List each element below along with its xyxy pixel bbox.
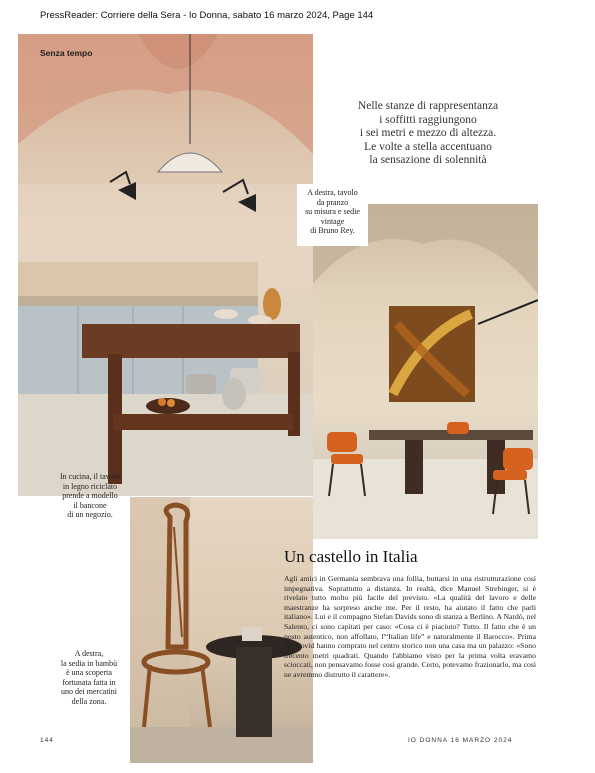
kitchen-photo (18, 34, 313, 496)
caption-line: è una scoperta (66, 668, 112, 677)
caption-line: il bancone (73, 500, 107, 510)
pressreader-header: PressReader: Corriere della Sera - Io Donna, sabato 16 marzo 2024, Page 144 (40, 10, 374, 21)
dining-illustration (313, 204, 538, 539)
pull-quote-line: Le volte a stella accentuano (364, 140, 492, 153)
caption-line: da pranzo (316, 197, 349, 207)
caption-line: uno dei mercatini (61, 687, 117, 696)
chair-caption (52, 649, 126, 706)
caption-line: la sedia in bambù (60, 658, 118, 668)
pull-quote-line: i sei metri e mezzo di altezza. (359, 127, 497, 139)
caption-line: vintage (320, 216, 345, 226)
article-title: Un castello in Italia (284, 547, 418, 566)
pull-quote-line: i soffitti raggiungono (379, 113, 477, 126)
kitchen-caption (52, 472, 128, 520)
article-body: Agli amici in Germania sembrava una follia, buttarsi in una ristrutturazione così impegnativa. Soprattutto a distanza. In realtà, dice Manuel Strebinger, si è rivelato tutto molto più facile del previsto. «La qualità del lavoro e delle maestranze ha sorpreso anche me. Per il resto, ha aiutato il fatto che parli italiano». Lui e il compagno Stefan Davids sono di stanza a Berlino. A Nardò, nel Salento, ci sono capitati per caso: «Cosa ci è piaciuto? Tutto. Il fatto che è un posto autentico, non affollato, l'“Italian life” e naturalmente il Barocco». Prima del Covid hanno comprato nel centro storico non una casa ma un palazzo: «Sono trecento metri quadrati. Quando l'abbiamo visto per la prima volta eravamo scioccati, non pensavamo fosse così grande. Certo, potevamo frazionarlo, ma così ne avremmo distrutto il carattere». (284, 574, 536, 679)
caption-line: di Bruno Rey. (310, 226, 355, 235)
caption-line: su misura e sedie (305, 207, 360, 216)
caption-line: A destra, tavolo (307, 188, 358, 197)
caption-line: fortunata fatta in (62, 677, 116, 687)
footer-magazine: IO DONNA 16 MARZO 2024 (408, 737, 513, 744)
page-number: 144 (40, 737, 54, 744)
section-label: Senza tempo (40, 48, 93, 58)
pull-quote-line: Nelle stanze di rappresentanza (357, 100, 499, 112)
caption-line: in legno riciclato (62, 481, 118, 491)
kitchen-illustration (18, 34, 313, 496)
caption-line: prende a modello (62, 491, 118, 500)
caption-line: di un negozio. (67, 510, 113, 519)
caption-line: A destra, (74, 649, 104, 658)
pull-quote (318, 100, 538, 168)
dining-caption (297, 184, 368, 246)
caption-line: In cucina, il tavolo (60, 472, 120, 481)
caption-line: della zona. (71, 696, 107, 706)
pull-quote-line: la sensazione di solennità (369, 154, 487, 166)
dining-photo (313, 204, 538, 539)
